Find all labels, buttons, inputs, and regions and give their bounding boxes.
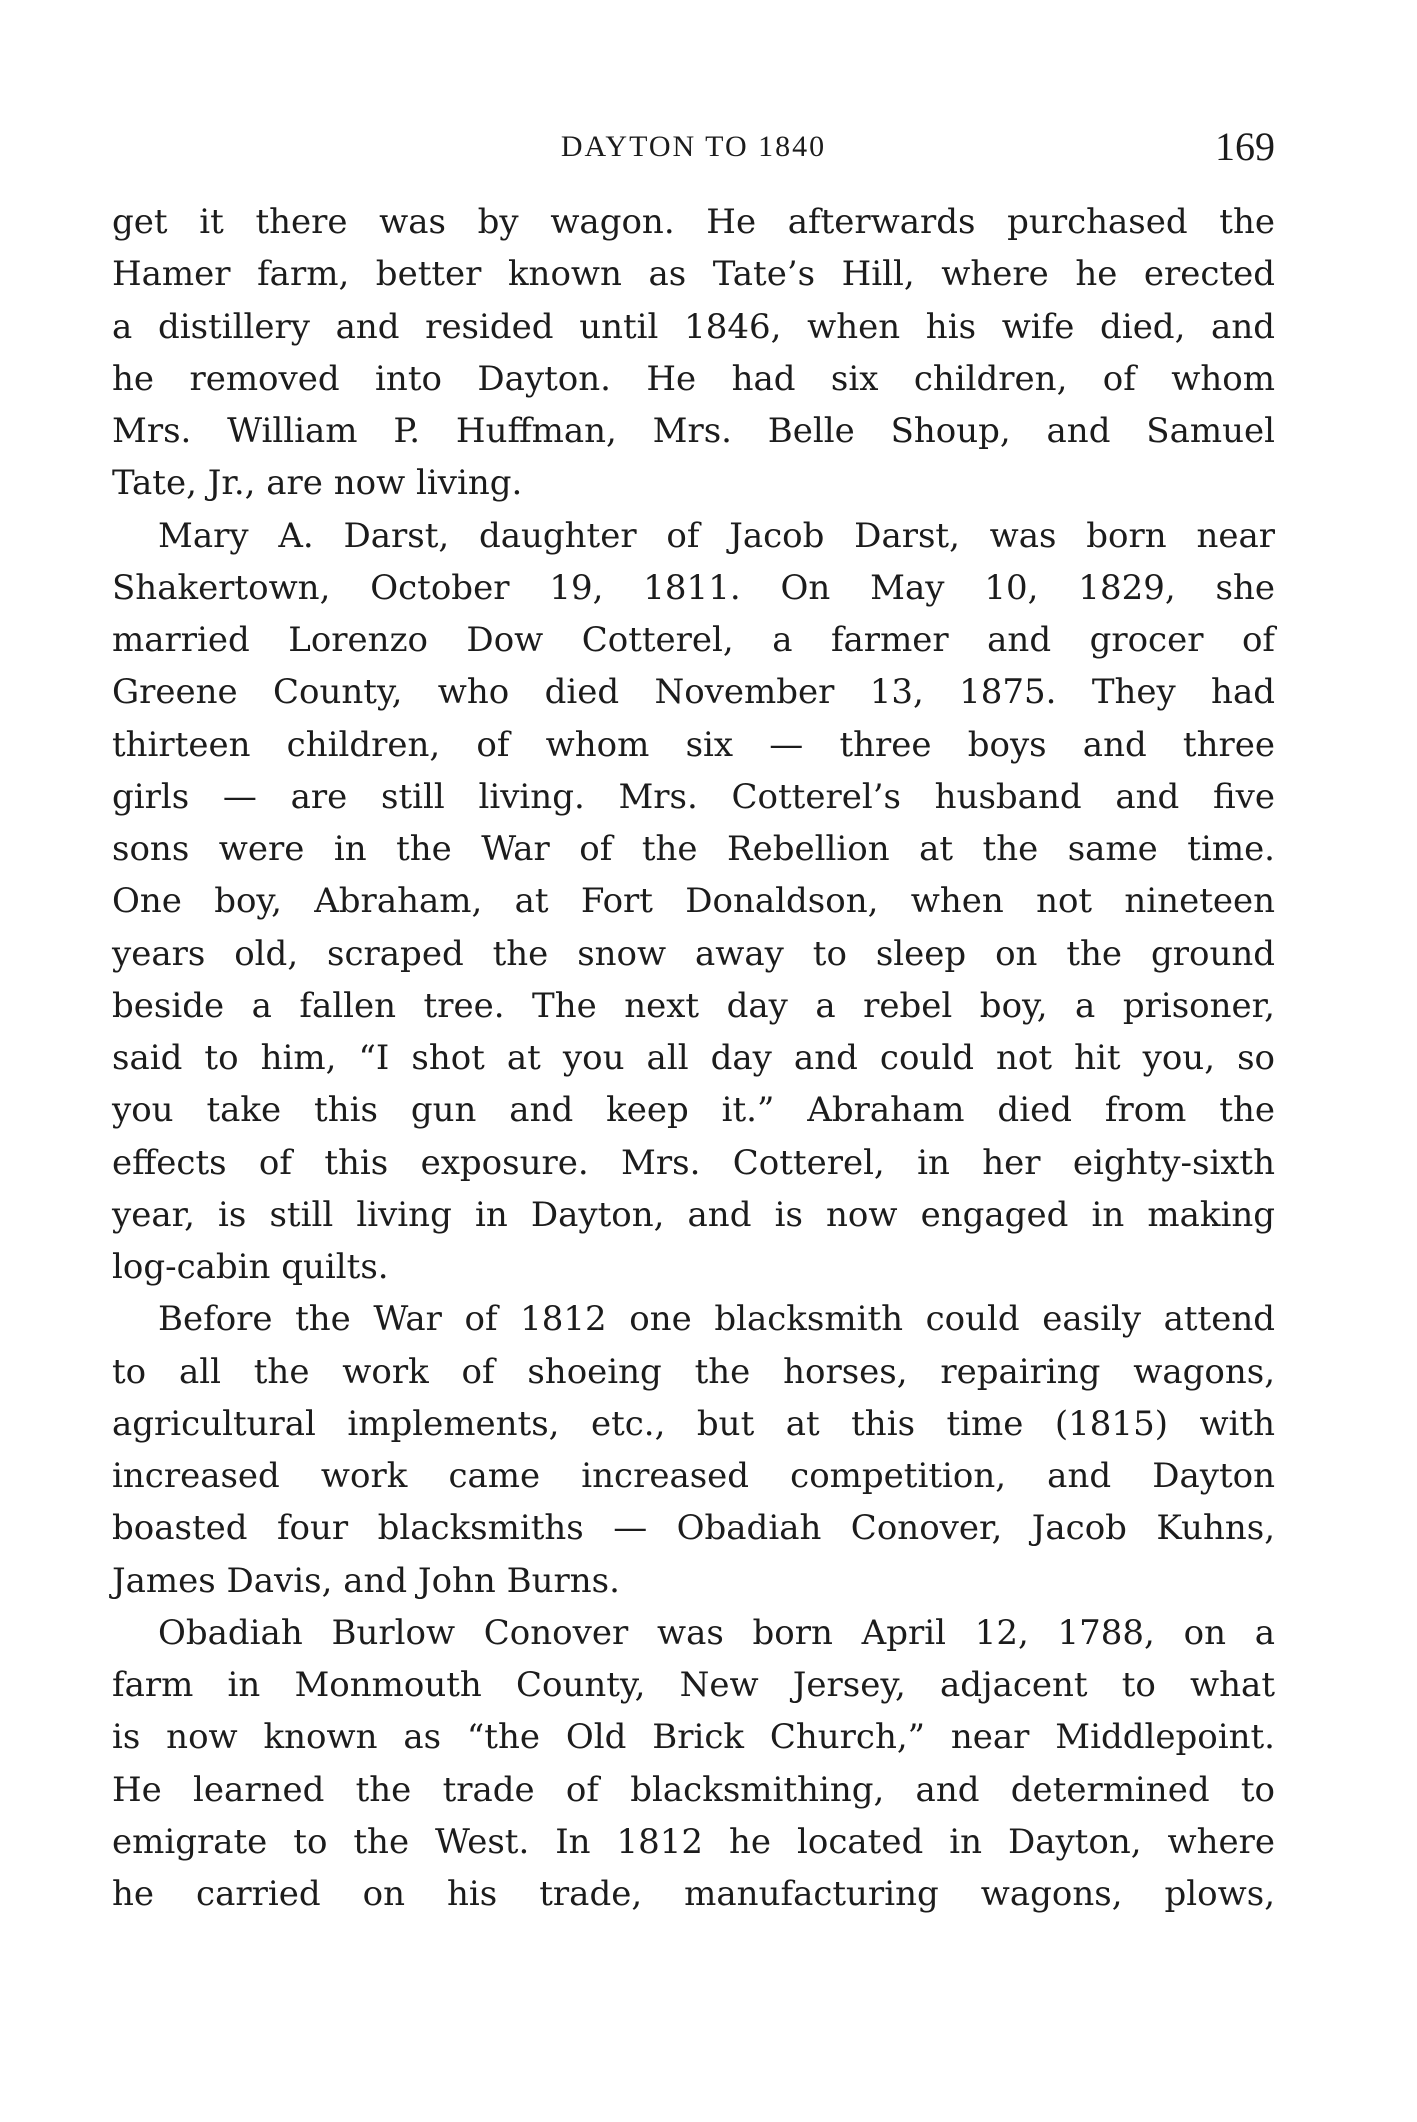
text-line: get it there was by wagon. He afterwards purchased the: [112, 202, 1275, 242]
text-line: agricultural implements, etc., but at this time (1815) with: [112, 1403, 1275, 1444]
running-head: [112, 122, 1275, 172]
paragraph-first-line: Obadiah Burlow Conover was born April 12, 1788, on a: [158, 1612, 1275, 1653]
text-line: Hamer farm, better known as Tate’s Hill, where he erected: [112, 254, 1275, 295]
text-line: married Lorenzo Dow Cotterel, a farmer and grocer of: [112, 620, 1275, 660]
text-line: Mrs. William P. Huffman, Mrs. Belle Shoup, and Samuel: [112, 411, 1275, 451]
text-line: Tate, Jr., are now living.: [112, 463, 523, 504]
text-line: a distillery and resided until 1846, when his wife died, and: [112, 306, 1275, 347]
running-title: DAYTON TO 1840: [560, 130, 827, 163]
text-line: thirteen children, of whom six — three boys and three: [112, 724, 1275, 765]
text-line: year, is still living in Dayton, and is now engaged in making: [112, 1194, 1275, 1235]
paragraph-first-line: Mary A. Darst, daughter of Jacob Darst, was born near: [158, 515, 1275, 556]
text-line: log-cabin quilts.: [112, 1247, 389, 1287]
text-line: James Davis, and John Burns.: [112, 1560, 620, 1601]
page-number: 169: [1215, 124, 1275, 169]
text-line: boasted four blacksmiths — Obadiah Conover, Jacob Kuhns,: [112, 1508, 1275, 1549]
text-line: girls — are still living. Mrs. Cotterel’s husband and five: [112, 776, 1275, 817]
text-line: he removed into Dayton. He had six children, of whom: [112, 358, 1275, 399]
text-line: effects of this exposure. Mrs. Cotterel, in her eighty-sixth: [112, 1142, 1275, 1183]
text-line: is now known as “the Old Brick Church,” near Middlepoint.: [112, 1717, 1275, 1758]
text-line: increased work came increased competition, and Dayton: [112, 1456, 1275, 1496]
body-text: [112, 196, 1275, 1920]
text-line: beside a fallen tree. The next day a rebel boy, a prisoner,: [112, 985, 1275, 1026]
text-line: emigrate to the West. In 1812 he located in Dayton, where: [112, 1821, 1275, 1862]
paragraph-first-line: Before the War of 1812 one blacksmith could easily attend: [158, 1299, 1275, 1340]
text-line: One boy, Abraham, at Fort Donaldson, when not nineteen: [112, 881, 1275, 922]
text-line: to all the work of shoeing the horses, repairing wagons,: [112, 1351, 1275, 1392]
text-line: he carried on his trade, manufacturing wagons, plows,: [112, 1874, 1275, 1914]
text-line: Greene County, who died November 13, 1875. They had: [112, 672, 1275, 713]
text-line: sons were in the War of the Rebellion at the same time.: [112, 829, 1275, 869]
text-line: said to him, “I shot at you all day and could not hit you, so: [112, 1038, 1275, 1078]
text-line: farm in Monmouth County, New Jersey, adjacent to what: [112, 1665, 1275, 1705]
text-line: Shakertown, October 19, 1811. On May 10, 1829, she: [112, 567, 1275, 608]
text-line: you take this gun and keep it.” Abraham died from the: [112, 1090, 1275, 1131]
text-line: years old, scraped the snow away to sleep on the ground: [112, 933, 1275, 974]
text-line: He learned the trade of blacksmithing, and determined to: [112, 1769, 1275, 1810]
